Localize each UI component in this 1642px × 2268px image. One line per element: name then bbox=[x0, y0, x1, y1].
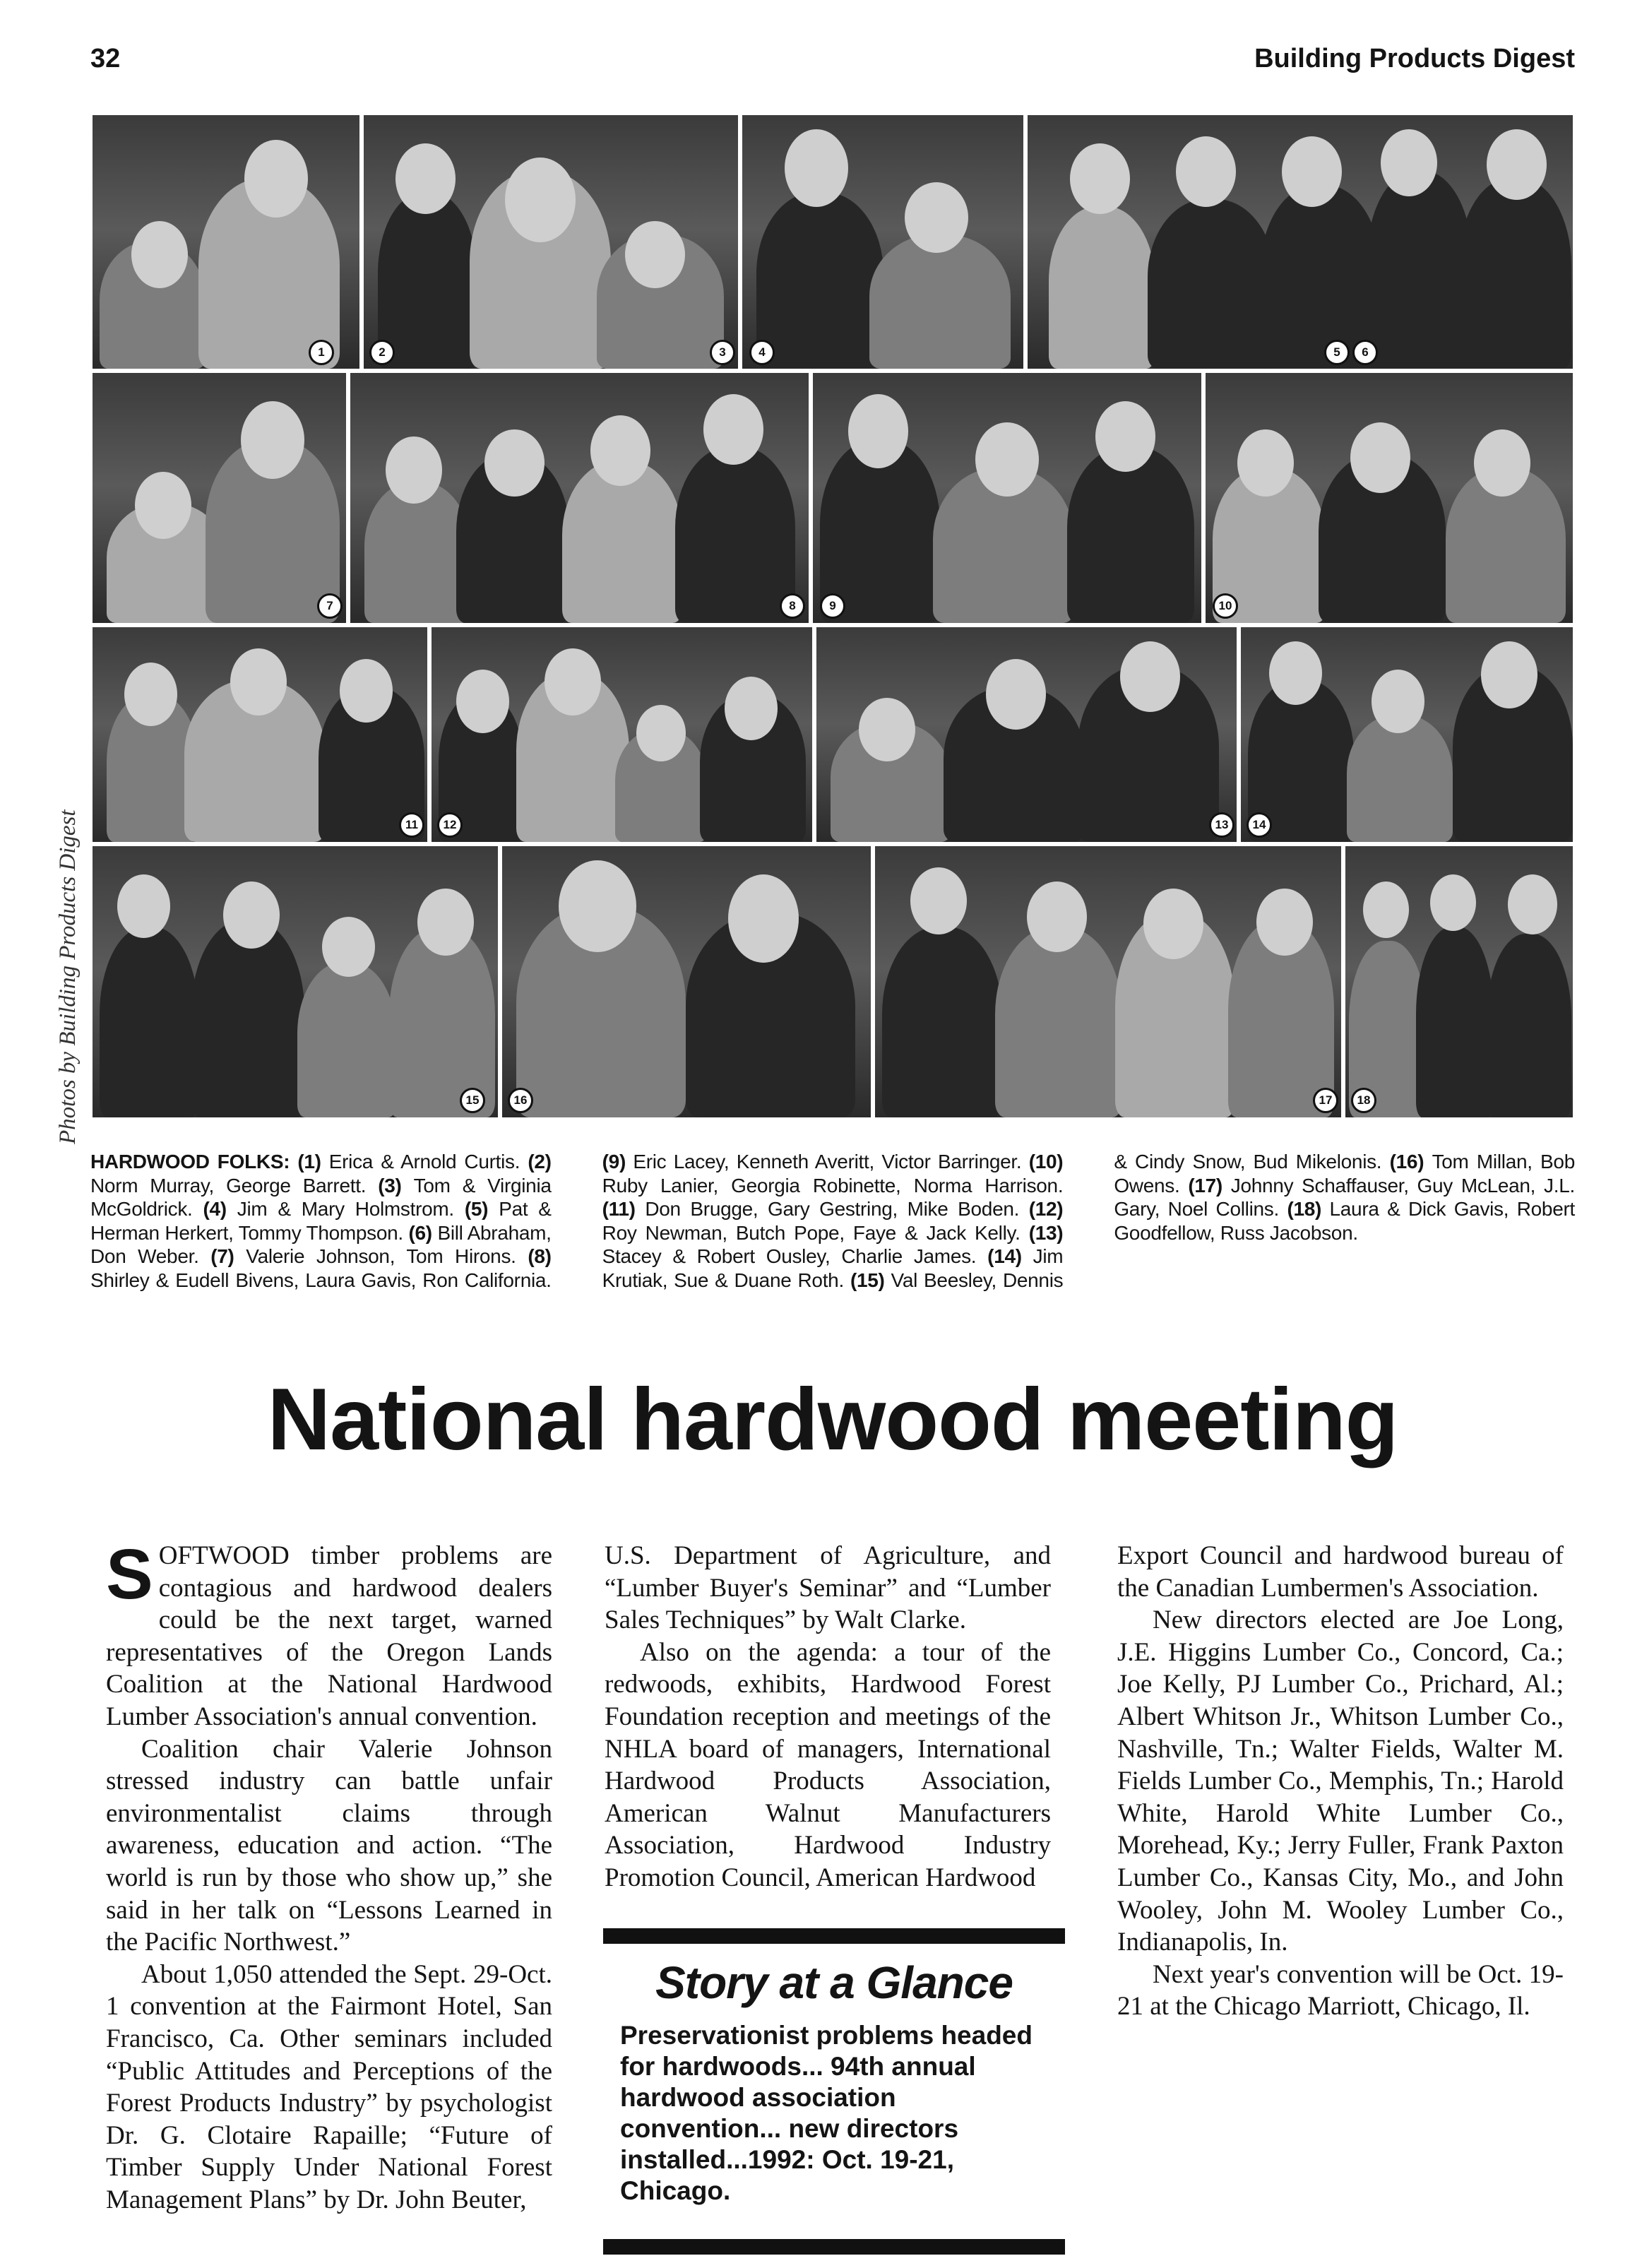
glance-top-rule bbox=[603, 1928, 1065, 1944]
photo-number: 5 bbox=[1324, 340, 1350, 365]
photo-1-2 bbox=[90, 113, 362, 371]
photo-9 bbox=[811, 371, 1203, 625]
glance-bottom-rule bbox=[603, 2239, 1065, 2255]
photo-number: 3 bbox=[710, 340, 735, 365]
glance-title: Story at a Glance bbox=[655, 1957, 1013, 2008]
photo-2-3 bbox=[362, 113, 740, 371]
article-paragraph: SOFTWOOD timber problems are contagious and hardwood dealers could be the next target, warned representatives of the Oregon Lands Coalition at the National Hardwood Lumber Association's annual convention. bbox=[106, 1535, 552, 1731]
photo-number: 16 bbox=[508, 1088, 533, 1113]
article-paragraph: New directors elected are Joe Long, J.E. Higgins Lumber Co., Concord, Ca.; Joe Kelly, PJ Lumber Co., Prichard, Al.; Albert Whitson Jr., Whitson Lumber Co., Nashville, Tn.; Walter Fields, Walter M. Fields Lumber Co., Memphis, Tn.; Harold White, Harold White Lumber Co., Morehead, Ky.; Jerry Fuller, Frank Paxton Lumber Co., Kansas City, Mo., and John Wooley, John M. Wooley Lumber Co., Indianapolis, In. bbox=[1117, 1605, 1564, 1957]
photo-number: 7 bbox=[317, 593, 343, 619]
photo-number: 17 bbox=[1313, 1088, 1338, 1113]
article-headline: National hardwood meeting bbox=[267, 1371, 1398, 1468]
photo-number: 4 bbox=[749, 340, 775, 365]
glance-text: Preservationist problems headed for hardwoods... 94th annual hardwood association convention... new directors installed...1992: Oct. 19-21, Chicago. bbox=[620, 2021, 1033, 2205]
photo-number: 15 bbox=[460, 1088, 485, 1113]
drop-cap: S bbox=[106, 1535, 153, 1614]
photo-number: 6 bbox=[1352, 340, 1378, 365]
photo-5-6 bbox=[1025, 113, 1575, 371]
photo-number: 2 bbox=[369, 340, 395, 365]
article-paragraph: Export Council and hardwood bureau of the Canadian Lumbermen's Association. bbox=[1117, 1541, 1564, 1603]
photo-number: 12 bbox=[437, 812, 463, 838]
article-paragraph: About 1,050 attended the Sept. 29-Oct. 1 convention at the Fairmont Hotel, San Francisco, Ca. Other seminars included “Public Attitudes and Perceptions of the Forest Products Industry” by psychologist Dr. G. Clotaire Rapaille; “Future of Timber Supply Under National Forest Management Plans” by Dr. John Beuter, bbox=[106, 1959, 552, 2214]
photo-17 bbox=[873, 844, 1343, 1120]
photo-number: 18 bbox=[1351, 1088, 1376, 1113]
photo-number: 11 bbox=[399, 812, 424, 838]
photo-number: 13 bbox=[1209, 812, 1235, 838]
article-column-2 bbox=[605, 1540, 1051, 1907]
article-column-3 bbox=[1117, 1540, 1564, 2232]
photo-14 bbox=[1239, 625, 1575, 844]
photo-10 bbox=[1203, 371, 1575, 625]
page-header bbox=[90, 44, 1575, 93]
photo-number: 9 bbox=[820, 593, 845, 619]
photo-credit: Photos by Building Products Digest bbox=[55, 809, 81, 1144]
article-paragraph: Coalition chair Valerie Johnson stressed industry can battle unfair environmentalist claims through awareness, education and action. “The world is run by those who show up,” she said in her talk on “Lessons Learned in the Pacific Northwest.” bbox=[106, 1734, 552, 1957]
photo-18 bbox=[1343, 844, 1575, 1120]
photo-4 bbox=[740, 113, 1025, 371]
photo-8 bbox=[348, 371, 811, 625]
photo-number: 14 bbox=[1247, 812, 1272, 838]
article-paragraph: U.S. Department of Agriculture, and “Lumber Buyer's Seminar” and “Lumber Sales Techniques” by Walt Clarke. bbox=[605, 1541, 1051, 1635]
photo-number: 8 bbox=[780, 593, 805, 619]
photo-13 bbox=[814, 625, 1239, 844]
photo-16 bbox=[500, 844, 873, 1120]
magazine-title: Building Products Digest bbox=[1254, 44, 1575, 73]
article-column-1 bbox=[106, 1535, 552, 2232]
page-number: 32 bbox=[90, 44, 121, 73]
photo-caption: HARDWOOD FOLKS: (1) Erica & Arnold Curtis. (2) Norm Murray, George Barrett. (3) Tom & Virginia McGoldrick. (4) Jim & Mary Holmstrom. (5) Pat & Herman Herkert, Tommy Thompson. (6) Bill Abraham, Don Weber. (7) Valerie Johnson, Tom Hirons. (8) Shirley & Eudell Bivens, Laura Gavis, Ron California. (9) Eric Lacey, Kenneth Averitt, Victor Barringer. (10) Ruby Lanier, Georgia Robinette, Norma Harrison. (11) Don Brugge, Gary Gestring, Mike Boden. (12) Roy Newman, Butch Pope, Faye & Jack Kelly. (13) Stacey & Robert Ousley, Charlie James. (14) Jim Krutiak, Sue & Duane Roth. (15) Val Beesley, Dennis & Cindy Snow, Bud Mikelonis. (16) Tom Millan, Bob Owens. (17) Johnny Schaffauser, Guy McLean, J.L. Gary, Noel Collins. (18) Laura & Dick Gavis, Robert Goodfellow, Russ Jacobson. bbox=[90, 1151, 1575, 1291]
photo-number: 1 bbox=[309, 340, 334, 365]
photo-number: 10 bbox=[1213, 593, 1238, 619]
story-at-a-glance-box bbox=[603, 1928, 1065, 2255]
article-paragraph: Also on the agenda: a tour of the redwoods, exhibits, Hardwood Forest Foundation reception and meetings of the NHLA board of managers, International Hardwood Products Association, American Walnut Manufacturers Association, Hardwood Industry Promotion Council, American Hardwood bbox=[605, 1637, 1051, 1892]
photo-7 bbox=[90, 371, 348, 625]
article-paragraph: Next year's convention will be Oct. 19-21 at the Chicago Marriott, Chicago, Il. bbox=[1117, 1959, 1564, 2021]
photo-15 bbox=[90, 844, 500, 1120]
photo-11 bbox=[90, 625, 429, 844]
photo-collage bbox=[90, 113, 1575, 1137]
photo-12 bbox=[429, 625, 814, 844]
